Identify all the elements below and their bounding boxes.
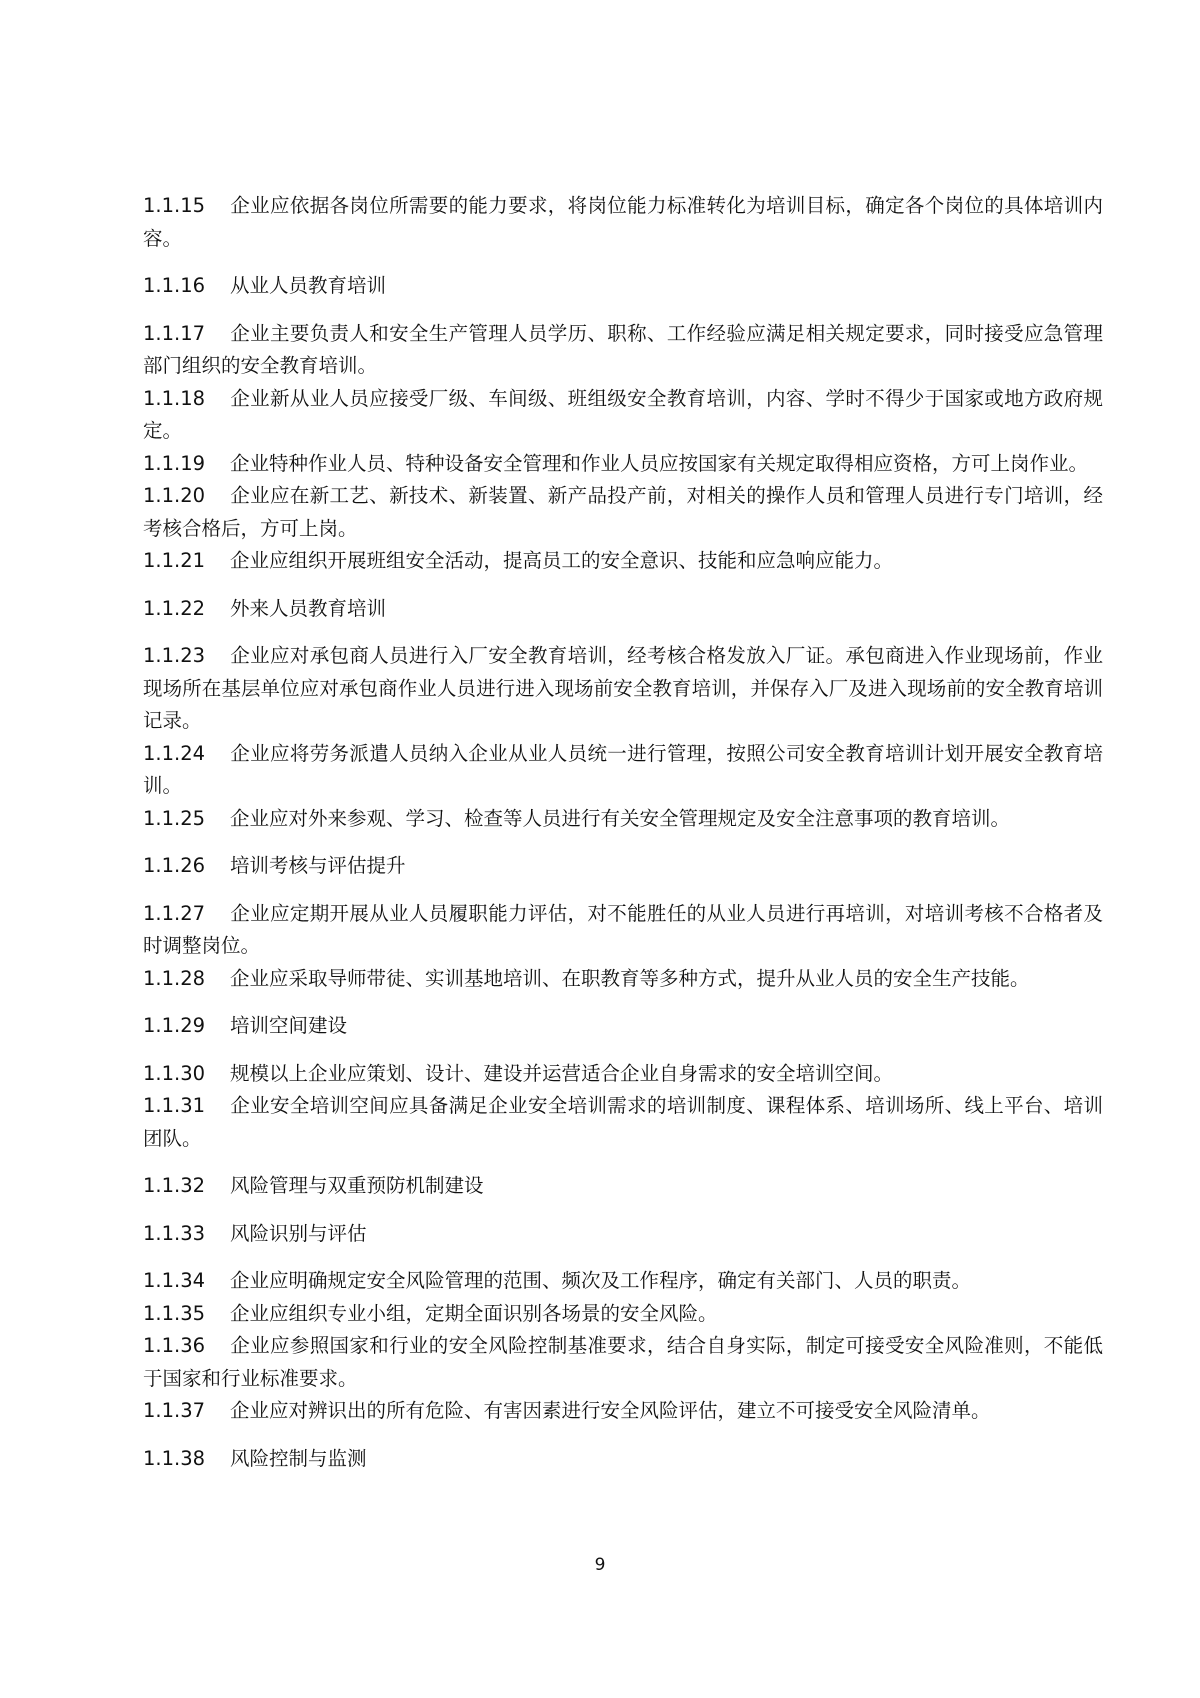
clause-number: 1.1.16 — [143, 274, 206, 297]
clause-text: 风险管理与双重预防机制建设 — [230, 1174, 484, 1197]
clause-paragraph — [143, 480, 1103, 545]
clause-number: 1.1.27 — [143, 901, 206, 925]
clause-text: 企业应定期开展从业人员履职能力评估，对不能胜任的从业人员进行再培训，对培训考核不合格者及时调整岗位。 — [143, 901, 1103, 957]
clause-number: 1.1.31 — [143, 1094, 206, 1117]
document-body — [143, 190, 1103, 1475]
clause-paragraph — [143, 963, 1103, 996]
clause-text: 企业应将劳务派遣人员纳入企业从业人员统一进行管理，按照公司安全教育培训计划开展安全教育培训。 — [143, 741, 1103, 797]
clause-text: 外来人员教育培训 — [230, 596, 387, 620]
clause-number: 1.1.30 — [143, 1061, 206, 1085]
clause-paragraph — [143, 1218, 1103, 1251]
clause-text: 企业应对外来参观、学习、检查等人员进行有关安全管理规定及安全注意事项的教育培训。 — [230, 806, 1011, 830]
clause-text: 企业应在新工艺、新技术、新装置、新产品投产前，对相关的操作人员和管理人员进行专门培训，经考核合格后，方可上岗。 — [143, 484, 1103, 540]
clause-text: 企业应依据各岗位所需要的能力要求，将岗位能力标准转化为培训目标，确定各个岗位的具体培训内容。 — [143, 194, 1103, 250]
clause-number: 1.1.20 — [143, 484, 206, 507]
clause-text: 企业特种作业人员、特种设备安全管理和作业人员应按国家有关规定取得相应资格，方可上岗作业。 — [230, 451, 1089, 475]
clause-text: 企业应明确规定安全风险管理的范围、频次及工作程序，确定有关部门、人员的职责。 — [230, 1269, 972, 1292]
clause-number: 1.1.15 — [143, 194, 206, 217]
clause-number: 1.1.17 — [143, 321, 206, 345]
clause-paragraph — [143, 448, 1103, 481]
clause-text: 企业安全培训空间应具备满足企业安全培训需求的培训制度、课程体系、培训场所、线上平台、培训团队。 — [143, 1094, 1103, 1150]
clause-number: 1.1.21 — [143, 549, 206, 572]
clause-text: 企业应对辨识出的所有危险、有害因素进行安全风险评估，建立不可接受安全风险清单。 — [230, 1399, 991, 1422]
clause-number: 1.1.18 — [143, 386, 206, 410]
clause-paragraph — [143, 383, 1103, 448]
clause-paragraph — [143, 1090, 1103, 1155]
clause-text: 企业主要负责人和安全生产管理人员学历、职称、工作经验应满足相关规定要求，同时接受应急管理部门组织的安全教育培训。 — [143, 321, 1103, 377]
clause-paragraph — [143, 190, 1103, 255]
clause-text: 培训考核与评估提升 — [230, 854, 406, 877]
clause-paragraph — [143, 803, 1103, 836]
clause-text: 企业应参照国家和行业的安全风险控制基准要求，结合自身实际，制定可接受安全风险准则，不能低于国家和行业标准要求。 — [143, 1334, 1103, 1390]
clause-paragraph — [143, 1058, 1103, 1091]
clause-paragraph — [143, 1298, 1103, 1331]
clause-paragraph — [143, 1010, 1103, 1043]
clause-number: 1.1.25 — [143, 806, 206, 830]
clause-number: 1.1.35 — [143, 1301, 206, 1325]
clause-paragraph — [143, 318, 1103, 383]
clause-number: 1.1.28 — [143, 966, 206, 990]
clause-number: 1.1.19 — [143, 451, 206, 475]
clause-paragraph — [143, 738, 1103, 803]
clause-number: 1.1.29 — [143, 1014, 206, 1037]
clause-paragraph — [143, 1330, 1103, 1395]
clause-paragraph — [143, 1265, 1103, 1298]
clause-paragraph — [143, 898, 1103, 963]
clause-paragraph — [143, 640, 1103, 738]
clause-number: 1.1.26 — [143, 854, 206, 877]
page-number: 9 — [594, 1555, 606, 1575]
clause-text: 企业新从业人员应接受厂级、车间级、班组级安全教育培训，内容、学时不得少于国家或地方政府规定。 — [143, 386, 1103, 442]
clause-text: 企业应采取导师带徒、实训基地培训、在职教育等多种方式，提升从业人员的安全生产技能。 — [230, 966, 1030, 990]
clause-paragraph — [143, 1170, 1103, 1203]
clause-number: 1.1.24 — [143, 741, 206, 765]
clause-number: 1.1.32 — [143, 1174, 206, 1197]
clause-number: 1.1.23 — [143, 644, 206, 667]
clause-number: 1.1.34 — [143, 1269, 206, 1292]
clause-text: 培训空间建设 — [230, 1014, 348, 1037]
clause-number: 1.1.37 — [143, 1399, 206, 1422]
clause-paragraph — [143, 270, 1103, 303]
clause-text: 企业应对承包商人员进行入厂安全教育培训，经考核合格发放入厂证。承包商进入作业现场前，作业现场所在基层单位应对承包商作业人员进行进入现场前安全教育培训，并保存入厂及进入现场前的安全教育培训记录。 — [143, 644, 1103, 732]
clause-text: 风险控制与监测 — [230, 1446, 367, 1470]
clause-paragraph — [143, 1443, 1103, 1476]
clause-paragraph — [143, 593, 1103, 626]
clause-paragraph — [143, 1395, 1103, 1428]
clause-text: 企业应组织专业小组，定期全面识别各场景的安全风险。 — [230, 1301, 718, 1325]
clause-number: 1.1.38 — [143, 1446, 206, 1470]
clause-number: 1.1.33 — [143, 1221, 206, 1245]
clause-paragraph — [143, 545, 1103, 578]
clause-number: 1.1.22 — [143, 596, 206, 620]
clause-text: 从业人员教育培训 — [230, 274, 387, 297]
clause-text: 风险识别与评估 — [230, 1221, 367, 1245]
clause-text: 企业应组织开展班组安全活动，提高员工的安全意识、技能和应急响应能力。 — [230, 549, 894, 572]
clause-text: 规模以上企业应策划、设计、建设并运营适合企业自身需求的安全培训空间。 — [230, 1061, 894, 1085]
clause-paragraph — [143, 850, 1103, 883]
clause-number: 1.1.36 — [143, 1334, 206, 1357]
